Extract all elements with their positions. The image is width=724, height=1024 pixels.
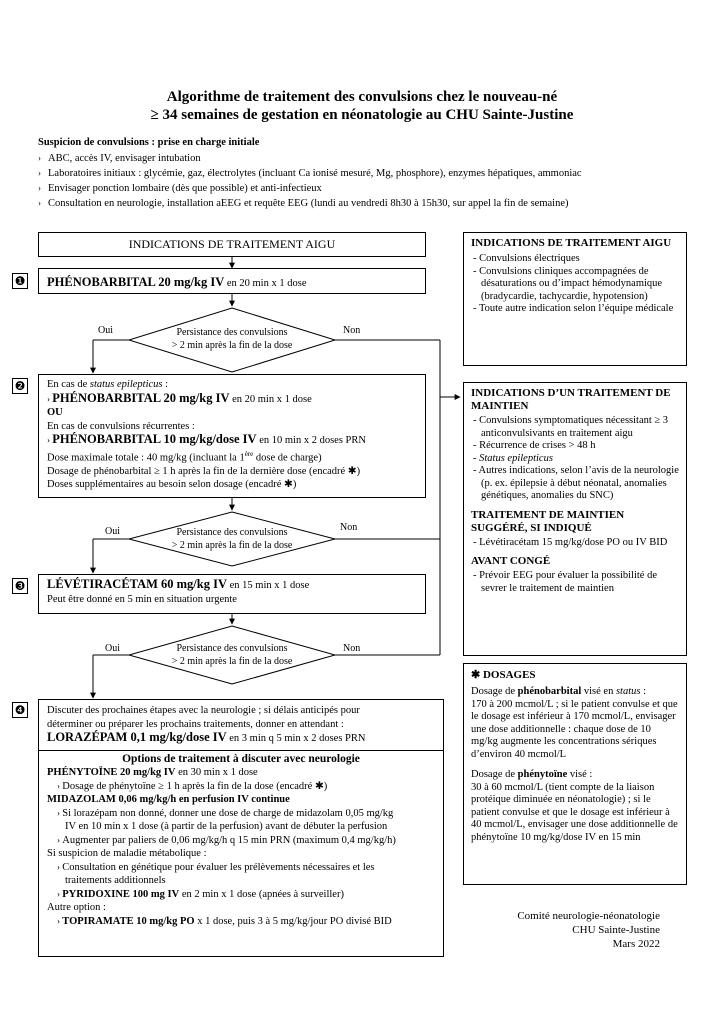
conge-heading: AVANT CONGÉ bbox=[471, 555, 551, 567]
acute-panel-item-text: Toute autre indication selon l’équipe médicale bbox=[478, 303, 674, 314]
non-label-2: Non bbox=[340, 522, 358, 533]
non-label-3: Non bbox=[343, 643, 361, 654]
step-4-box bbox=[38, 699, 444, 957]
dosage-p1-mid: visé en bbox=[581, 686, 616, 697]
acute-panel-item-text: Convulsions électriques bbox=[479, 253, 580, 264]
acute-panel-item: - Convulsions électriques bbox=[473, 253, 580, 264]
maint-panel-item: - Récurrence de crises > 48 h bbox=[473, 440, 596, 451]
step-3-rest: en 15 min x 1 dose bbox=[227, 580, 310, 591]
option-midazolam-sub1b: IV en 10 min x 1 dose (à partir de la perfusion) avant de débuter la perfusion bbox=[65, 821, 388, 832]
step-2-drug-2: PHÉNOBARBITAL 10 mg/kg/dose IV bbox=[52, 432, 257, 446]
acute-panel-item: - Convulsions cliniques accompagnées de désaturations ou d’impact hémodynamique (bradycardie, tachycardie, hypotension) bbox=[473, 265, 663, 302]
maint-suggested-item: - Lévétiracétam 15 mg/kg/dose PO ou IV BID bbox=[473, 536, 668, 548]
maint-panel-item: - Status epilepticus bbox=[473, 452, 553, 464]
step-2-drug-1: PHÉNOBARBITAL 20 mg/kg IV bbox=[52, 390, 230, 405]
maint-panel-item: - Autres indications, selon l’avis de la neurologie (p. ex. épilepsie à début néonatal, anomalies génétiques, anomalies du SNC) bbox=[473, 465, 679, 501]
step-3-badge: ❸ bbox=[12, 578, 28, 594]
option-phenytoine-sub: Dosage de phénytoïne ≥ 1 h après la fin de la dose (encadré ✱) bbox=[62, 780, 328, 792]
dosage-p2-bold: phénytoïne bbox=[517, 769, 568, 780]
option-metabolic: Si suspicion de maladie métabolique : bbox=[47, 848, 207, 859]
chevron-right-icon: › bbox=[47, 435, 53, 445]
chevron-right-icon: › bbox=[57, 780, 63, 791]
step-1-badge: ❶ bbox=[12, 273, 28, 289]
maint-suggested-heading: TRAITEMENT DE MAINTIEN SUGGÉRÉ, SI INDIQUÉ bbox=[471, 508, 625, 534]
maint-panel-heading: INDICATIONS D’UN TRAITEMENT DE MAINTIEN bbox=[471, 387, 671, 412]
chevron-right-icon: › bbox=[57, 861, 63, 872]
maint-panel-item: - Convulsions symptomatiques nécessitant ≥ 3 anticonvulsivants en traitement aigu bbox=[473, 415, 669, 439]
step-2-l6-sup: ère bbox=[244, 449, 254, 458]
dosage-phenytoine bbox=[471, 769, 679, 844]
decision-1-line1: Persistance des convulsions bbox=[176, 327, 288, 338]
dosages-heading: ✱ DOSAGES bbox=[471, 669, 536, 681]
option-phenytoine: PHÉNYTOÏNE 20 mg/kg IV bbox=[47, 767, 176, 778]
option-metabolic-sub1b: traitements additionnels bbox=[65, 875, 166, 886]
chevron-right-icon: › bbox=[38, 183, 41, 193]
acute-panel-item-text: Convulsions cliniques accompagnées de désaturations ou d’impact hémodynamique (bradycardie, tachycardie, hypotension) bbox=[479, 265, 663, 302]
initial-heading: Suspicion de convulsions : prise en charge initiale bbox=[38, 137, 260, 148]
decision-3-line1: Persistance des convulsions bbox=[176, 643, 288, 654]
chevron-right-icon: › bbox=[38, 168, 41, 178]
option-topiramate: TOPIRAMATE 10 mg/kg PO bbox=[62, 915, 195, 927]
option-topiramate-rest: x 1 dose, puis 3 à 5 mg/kg/jour PO divisé BID bbox=[194, 915, 392, 927]
option-metabolic-sub1: Consultation en génétique pour évaluer les prélèvements nécessaires et les bbox=[62, 861, 375, 873]
initial-item-text: Envisager ponction lombaire (dès que possible) et anti-infectieux bbox=[48, 183, 322, 194]
title-line-1: Algorithme de traitement des convulsions chez le nouveau-né bbox=[166, 89, 558, 105]
dosage-p2-post: visé : bbox=[567, 769, 593, 780]
dosage-p1-italic: status bbox=[615, 686, 641, 697]
option-phenytoine-rest: en 30 min x 1 dose bbox=[175, 767, 258, 778]
step-2-l1-pre: En cas de bbox=[47, 379, 90, 390]
step-2-box bbox=[38, 374, 426, 498]
step-2-l6-post: dose de charge) bbox=[253, 452, 322, 463]
conge-item-text: Prévoir EEG pour évaluer la possibilité de sevrer le traitement de maintien bbox=[479, 570, 657, 594]
oui-label-3: Oui bbox=[105, 643, 120, 654]
acute-panel-item: - Toute autre indication selon l’équipe médicale bbox=[473, 303, 674, 314]
maint-panel-item-text: Convulsions symptomatiques nécessitant ≥ 3 anticonvulsivants en traitement aigu bbox=[479, 415, 669, 439]
step-2-l1-post: : bbox=[162, 379, 169, 390]
step-4-lorazepam: LORAZÉPAM 0,1 mg/kg/dose IV bbox=[47, 730, 227, 744]
oui-label-2: Oui bbox=[105, 526, 120, 537]
option-other: Autre option : bbox=[47, 902, 106, 913]
step-2-rest-2: en 10 min x 2 doses PRN bbox=[256, 435, 366, 446]
option-midazolam: MIDAZOLAM 0,06 mg/kg/h en perfusion IV continue bbox=[47, 794, 290, 805]
non-label-1: Non bbox=[343, 325, 361, 336]
acute-indications-box: INDICATIONS DE TRAITEMENT AIGU bbox=[38, 232, 426, 257]
step-2-l1-italic: status epilepticus bbox=[89, 379, 163, 390]
step-2-ou: OU bbox=[47, 407, 63, 418]
decision-3-line2: > 2 min après la fin de la dose bbox=[171, 656, 293, 667]
chevron-right-icon: › bbox=[57, 834, 63, 845]
dosage-p2-pre: Dosage de bbox=[471, 769, 518, 780]
initial-item-text: Consultation en neurologie, installation aEEG et requête EEG (lundi au vendredi 8h30 à 15h30, sur appel la fin de semaine) bbox=[48, 198, 569, 209]
decision-1-line2: > 2 min après la fin de la dose bbox=[171, 340, 293, 351]
dosage-p2-body: 30 à 60 mcmol/L (tient compte de la liaison protéique diminuée en néonatologie) ; si le patient convulse et que le dosage est inférieur à 40 mcmol/L, envisager une dose additionnelle de phénytoïne 10 mg/kg/dose IV en 15 min bbox=[471, 781, 678, 843]
chevron-right-icon: › bbox=[38, 198, 41, 208]
chevron-right-icon: › bbox=[57, 888, 63, 899]
title-line-2: ≥ 34 semaines de gestation en néonatologie au CHU Sainte-Justine bbox=[150, 107, 574, 123]
option-pyridoxine: PYRIDOXINE 100 mg IV bbox=[62, 888, 180, 900]
footer-date: Mars 2022 bbox=[612, 938, 660, 950]
conge-item: - Prévoir EEG pour évaluer la possibilité de sevrer le traitement de maintien bbox=[473, 570, 657, 594]
maintenance-panel bbox=[463, 382, 687, 656]
oui-label-1: Oui bbox=[98, 325, 113, 336]
step-4-l2: déterminer ou préparer les prochains traitements, donner en attendant : bbox=[47, 718, 344, 730]
footer-committee: Comité neurologie-néonatologie bbox=[517, 910, 660, 922]
initial-item-text: ABC, accès IV, envisager intubation bbox=[48, 153, 201, 164]
step-3-box bbox=[38, 574, 426, 614]
step-2-l4: En cas de convulsions récurrentes : bbox=[47, 420, 195, 432]
maint-panel-item-text: Status epilepticus bbox=[479, 452, 553, 464]
dosage-p1-body: 170 à 200 mcmol/L ; si le patient convulse et que le dosage est inférieur à 170 mcmol/L, envisager une dose additionnelle : chaque dose de 10 mg/kg augmente les concentrations sériques d’environ 40 mcmol/L bbox=[471, 698, 678, 760]
maint-panel-item-text: Récurrence de crises > 48 h bbox=[479, 440, 596, 451]
options-title: Options de traitement à discuter avec neurologie bbox=[122, 752, 360, 765]
step-2-rest-1: en 20 min x 1 dose bbox=[229, 393, 312, 405]
step-1-box bbox=[38, 268, 426, 294]
step-2-l6: Dose maximale totale : 40 mg/kg (incluant la 1 bbox=[47, 452, 245, 463]
maint-suggested-item-text: Lévétiracétam 15 mg/kg/dose PO ou IV BID bbox=[479, 536, 668, 548]
dosage-phenobarbital bbox=[471, 686, 679, 761]
step-2-l7: Dosage de phénobarbital ≥ 1 h après la fin de la dernière dose (encadré ✱) bbox=[47, 465, 361, 477]
footer-hospital: CHU Sainte-Justine bbox=[572, 924, 660, 936]
chevron-right-icon: › bbox=[47, 393, 53, 404]
step-3-l2: Peut être donné en 5 min en situation urgente bbox=[47, 593, 237, 605]
step-4-lorazepam-rest: en 3 min q 5 min x 2 doses PRN bbox=[226, 733, 366, 744]
option-pyridoxine-rest: en 2 min x 1 dose (apnées à surveiller) bbox=[179, 888, 344, 900]
acute-indications-panel bbox=[463, 232, 687, 366]
option-midazolam-sub2: Augmenter par paliers de 0,06 mg/kg/h q 15 min PRN (maximum 0,4 mg/kg/h) bbox=[62, 834, 396, 846]
step-1-drug: PHÉNOBARBITAL 20 mg/kg IV bbox=[47, 275, 225, 289]
acute-panel-heading: INDICATIONS DE TRAITEMENT AIGU bbox=[471, 237, 672, 249]
dosage-p1-bold: phénobarbital bbox=[517, 686, 582, 697]
dosage-p1-post: : bbox=[640, 686, 647, 697]
option-midazolam-sub1: Si lorazépam non donné, donner une dose de charge de midazolam 0,05 mg/kg bbox=[62, 807, 394, 819]
chevron-right-icon: › bbox=[57, 807, 63, 818]
step-2-badge: ❷ bbox=[12, 378, 28, 394]
dosage-p1-pre: Dosage de bbox=[471, 686, 518, 697]
decision-2-line2: > 2 min après la fin de la dose bbox=[171, 540, 293, 551]
step-3-drug: LÉVÉTIRACÉTAM 60 mg/kg IV bbox=[47, 577, 227, 591]
step-2-l8: Doses supplémentaires au besoin selon dosage (encadré ✱) bbox=[47, 479, 297, 490]
chevron-right-icon: › bbox=[57, 915, 63, 926]
step-4-badge: ❹ bbox=[12, 702, 28, 718]
step-4-l1: Discuter des prochaines étapes avec la neurologie ; si délais anticipés pour bbox=[47, 705, 360, 716]
step-1-rest: en 20 min x 1 dose bbox=[224, 278, 307, 289]
decision-2-line1: Persistance des convulsions bbox=[176, 527, 288, 538]
maint-panel-item-text: Autres indications, selon l’avis de la neurologie (p. ex. épilepsie à début néonatal, anomalies génétiques, anomalies du SNC) bbox=[478, 465, 679, 501]
initial-item-text: Laboratoires initiaux : glycémie, gaz, électrolytes (incluant Ca ionisé mesuré, Mg, phosphore), enzymes hépatiques, ammoniac bbox=[48, 168, 582, 179]
chevron-right-icon: › bbox=[38, 153, 41, 163]
dosages-panel bbox=[463, 663, 687, 885]
